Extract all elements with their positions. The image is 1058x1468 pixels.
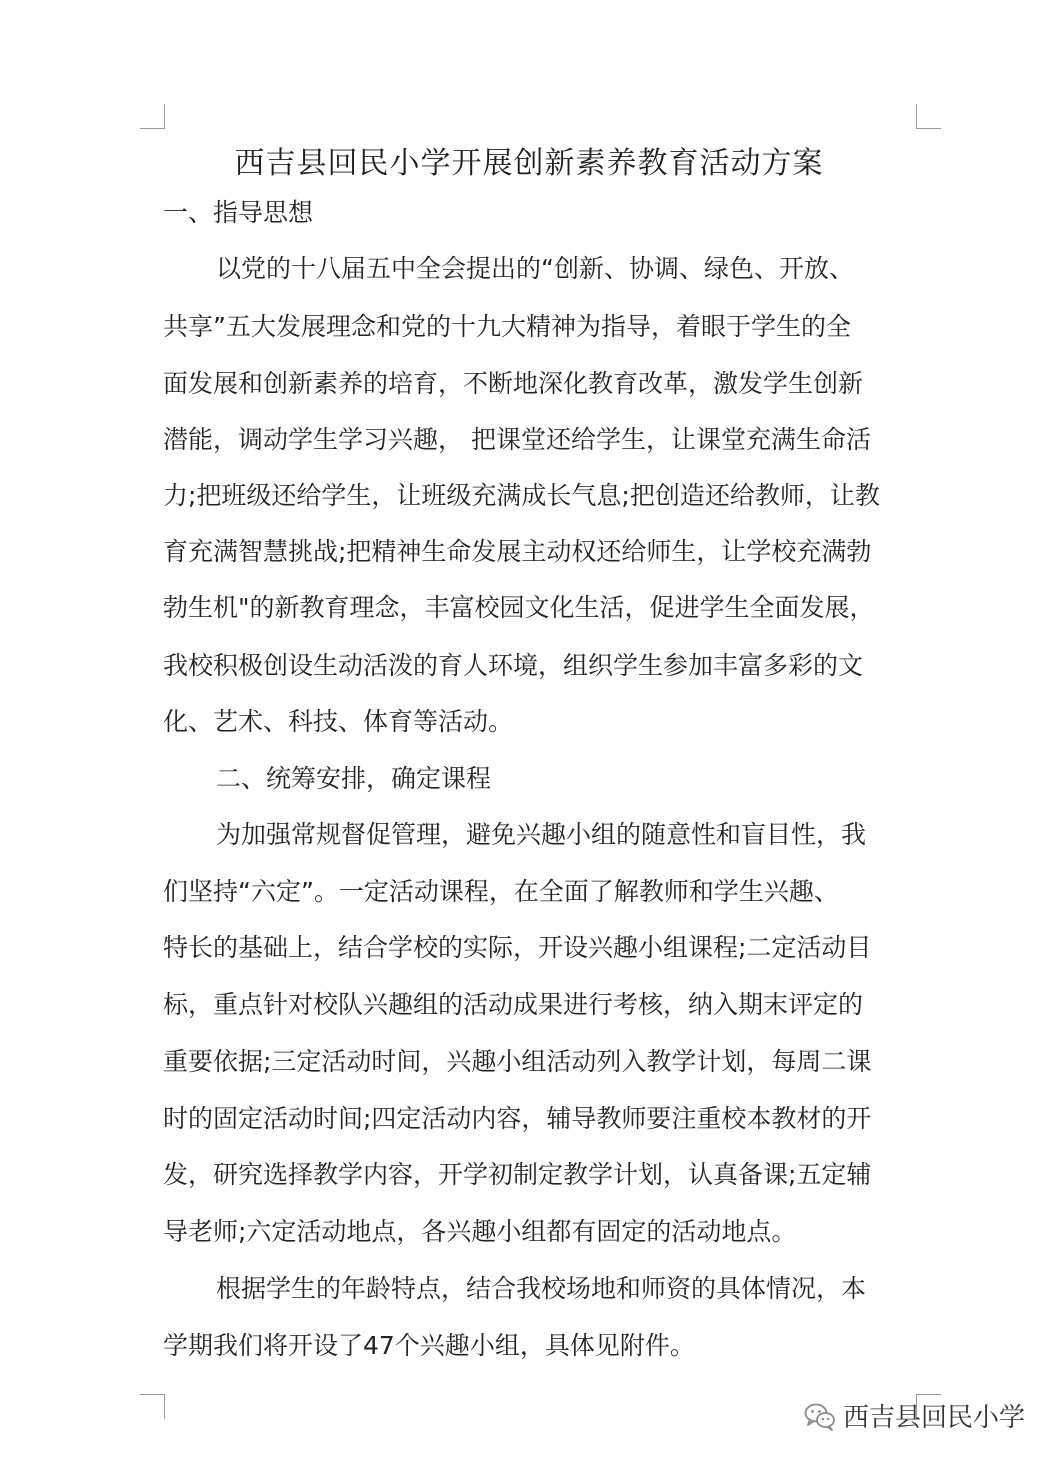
page-corner-mark-top-right <box>916 104 941 129</box>
body-line: 力;把班级还给学生，让班级充满成长气息;把创造还给教师，让教 <box>163 481 880 510</box>
watermark-account-name: 西吉县回民小学 <box>843 1403 1026 1433</box>
body-line: 我校积极创设生动活泼的育人环境，组织学生参加丰富多彩的文 <box>163 651 864 680</box>
section-heading-2: 二、统筹安排，确定课程 <box>216 764 492 793</box>
body-line: 育充满智慧挑战;把精神生命发展主动权还给师生，让学校充满勃 <box>163 537 872 566</box>
body-line: 根据学生的年龄特点，结合我校场地和师资的具体情况，本 <box>216 1274 867 1303</box>
body-line: 们坚持“六定”。一定活动课程，在全面了解教师和学生兴趣、 <box>163 877 839 906</box>
body-line: 学期我们将开设了47个兴趣小组，具体见附件。 <box>163 1331 695 1360</box>
page-corner-mark-bottom-left <box>140 1394 165 1419</box>
page-corner-mark-top-left <box>140 104 165 129</box>
body-line: 勃生机"的新教育理念，丰富校园文化生活，促进学生全面发展， <box>163 593 875 622</box>
body-line: 标，重点针对校队兴趣组的活动成果进行考核，纳入期末评定的 <box>163 990 864 1019</box>
body-line: 化、艺术、科技、体育等活动。 <box>163 707 514 736</box>
body-line: 发，研究选择教学内容，开学初制定教学计划，认真备课;五定辅 <box>163 1160 872 1189</box>
wechat-watermark <box>803 1397 1025 1434</box>
document-title: 西吉县回民小学开展创新素养教育活动方案 <box>234 146 824 181</box>
wechat-icon <box>803 1399 837 1433</box>
section-heading-1: 一、指导思想 <box>163 198 314 227</box>
body-line: 重要依据;三定活动时间，兴趣小组活动列入教学计划，每周二课 <box>163 1047 872 1076</box>
body-line: 潜能，调动学生学习兴趣， 把课堂还给学生，让课堂充满生命活 <box>163 425 871 454</box>
body-line: 以党的十八届五中全会提出的“创新、协调、绿色、开放、 <box>216 254 854 283</box>
body-line: 特长的基础上，结合学校的实际，开设兴趣小组课程;二定活动目 <box>163 933 872 962</box>
body-line: 为加强常规督促管理，避免兴趣小组的随意性和盲目性，我 <box>216 820 867 849</box>
body-line: 时的固定活动时间;四定活动内容，辅导教师要注重校本教材的开 <box>163 1104 872 1133</box>
body-line: 导老师;六定活动地点，各兴趣小组都有固定的活动地点。 <box>163 1217 797 1246</box>
body-line: 面发展和创新素养的培育，不断地深化教育改革，激发学生创新 <box>163 369 864 398</box>
body-line: 共享”五大发展理念和党的十九大精神为指导，着眼于学生的全 <box>163 312 851 341</box>
